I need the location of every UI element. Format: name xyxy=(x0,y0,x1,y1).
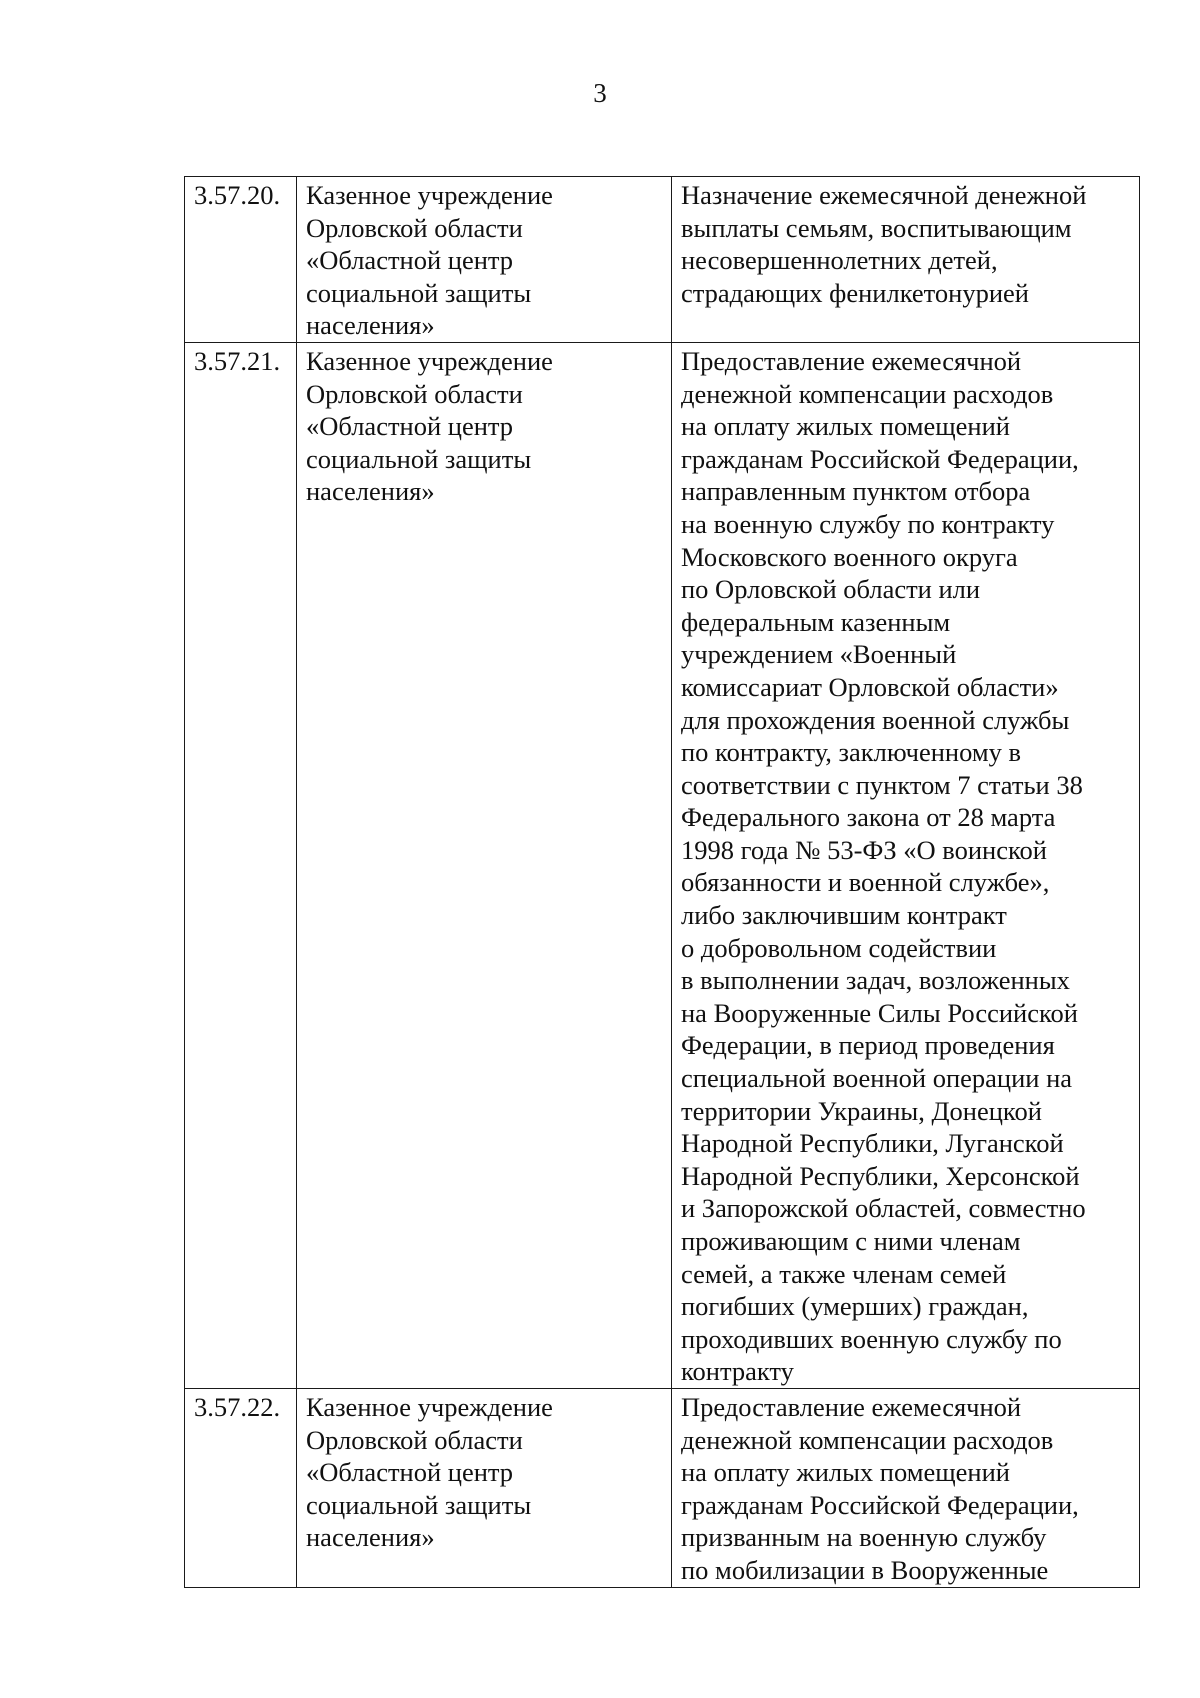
service-cell: Назначение ежемесячной денежной выплаты семьям, воспитывающим несовершеннолетних детей, страдающих фенилкетонурией xyxy=(672,177,1140,343)
row-number: 3.57.22. xyxy=(185,1388,297,1587)
organization-cell: Казенное учреждение Орловской области «Областной центр социальной защиты населения» xyxy=(297,1388,672,1587)
table-row xyxy=(185,1388,1140,1587)
page-number: 3 xyxy=(593,78,607,108)
organization-cell: Казенное учреждение Орловской области «Областной центр социальной защиты населения» xyxy=(297,342,672,1388)
service-cell: Предоставление ежемесячной денежной компенсации расходов на оплату жилых помещений гражданам Российской Федерации, призванным на военную службу по мобилизации в Вооруженные xyxy=(672,1388,1140,1587)
organization-cell: Казенное учреждение Орловской области «Областной центр социальной защиты населения» xyxy=(297,177,672,343)
table-row xyxy=(185,342,1140,1388)
service-cell: Предоставление ежемесячной денежной компенсации расходов на оплату жилых помещений гражданам Российской Федерации, направленным пунктом отбора на военную службу по контракту Московского военного округа по Орловской области или федеральным казенным учреждением «Военный комиссариат Орловской области» для прохождения военной службы по контракту, заключенному в соответствии с пунктом 7 статьи 38 Федерального закона от 28 марта 1998 года № 53-ФЗ «О воинской обязанности и военной службе», либо заключившим контракт о добровольном содействии в выполнении задач, возложенных на Вооруженные Силы Российской Федерации, в период проведения специальной военной операции на территории Украины, Донецкой Народной Республики, Луганской Народной Республики, Херсонской и Запорожской областей, совместно проживающим с ними членам семей, а также членам семей погибших (умерших) граждан, проходивших военную службу по контракту xyxy=(672,342,1140,1388)
services-table xyxy=(184,176,1140,1588)
row-number: 3.57.21. xyxy=(185,342,297,1388)
table-row xyxy=(185,177,1140,343)
row-number: 3.57.20. xyxy=(185,177,297,343)
